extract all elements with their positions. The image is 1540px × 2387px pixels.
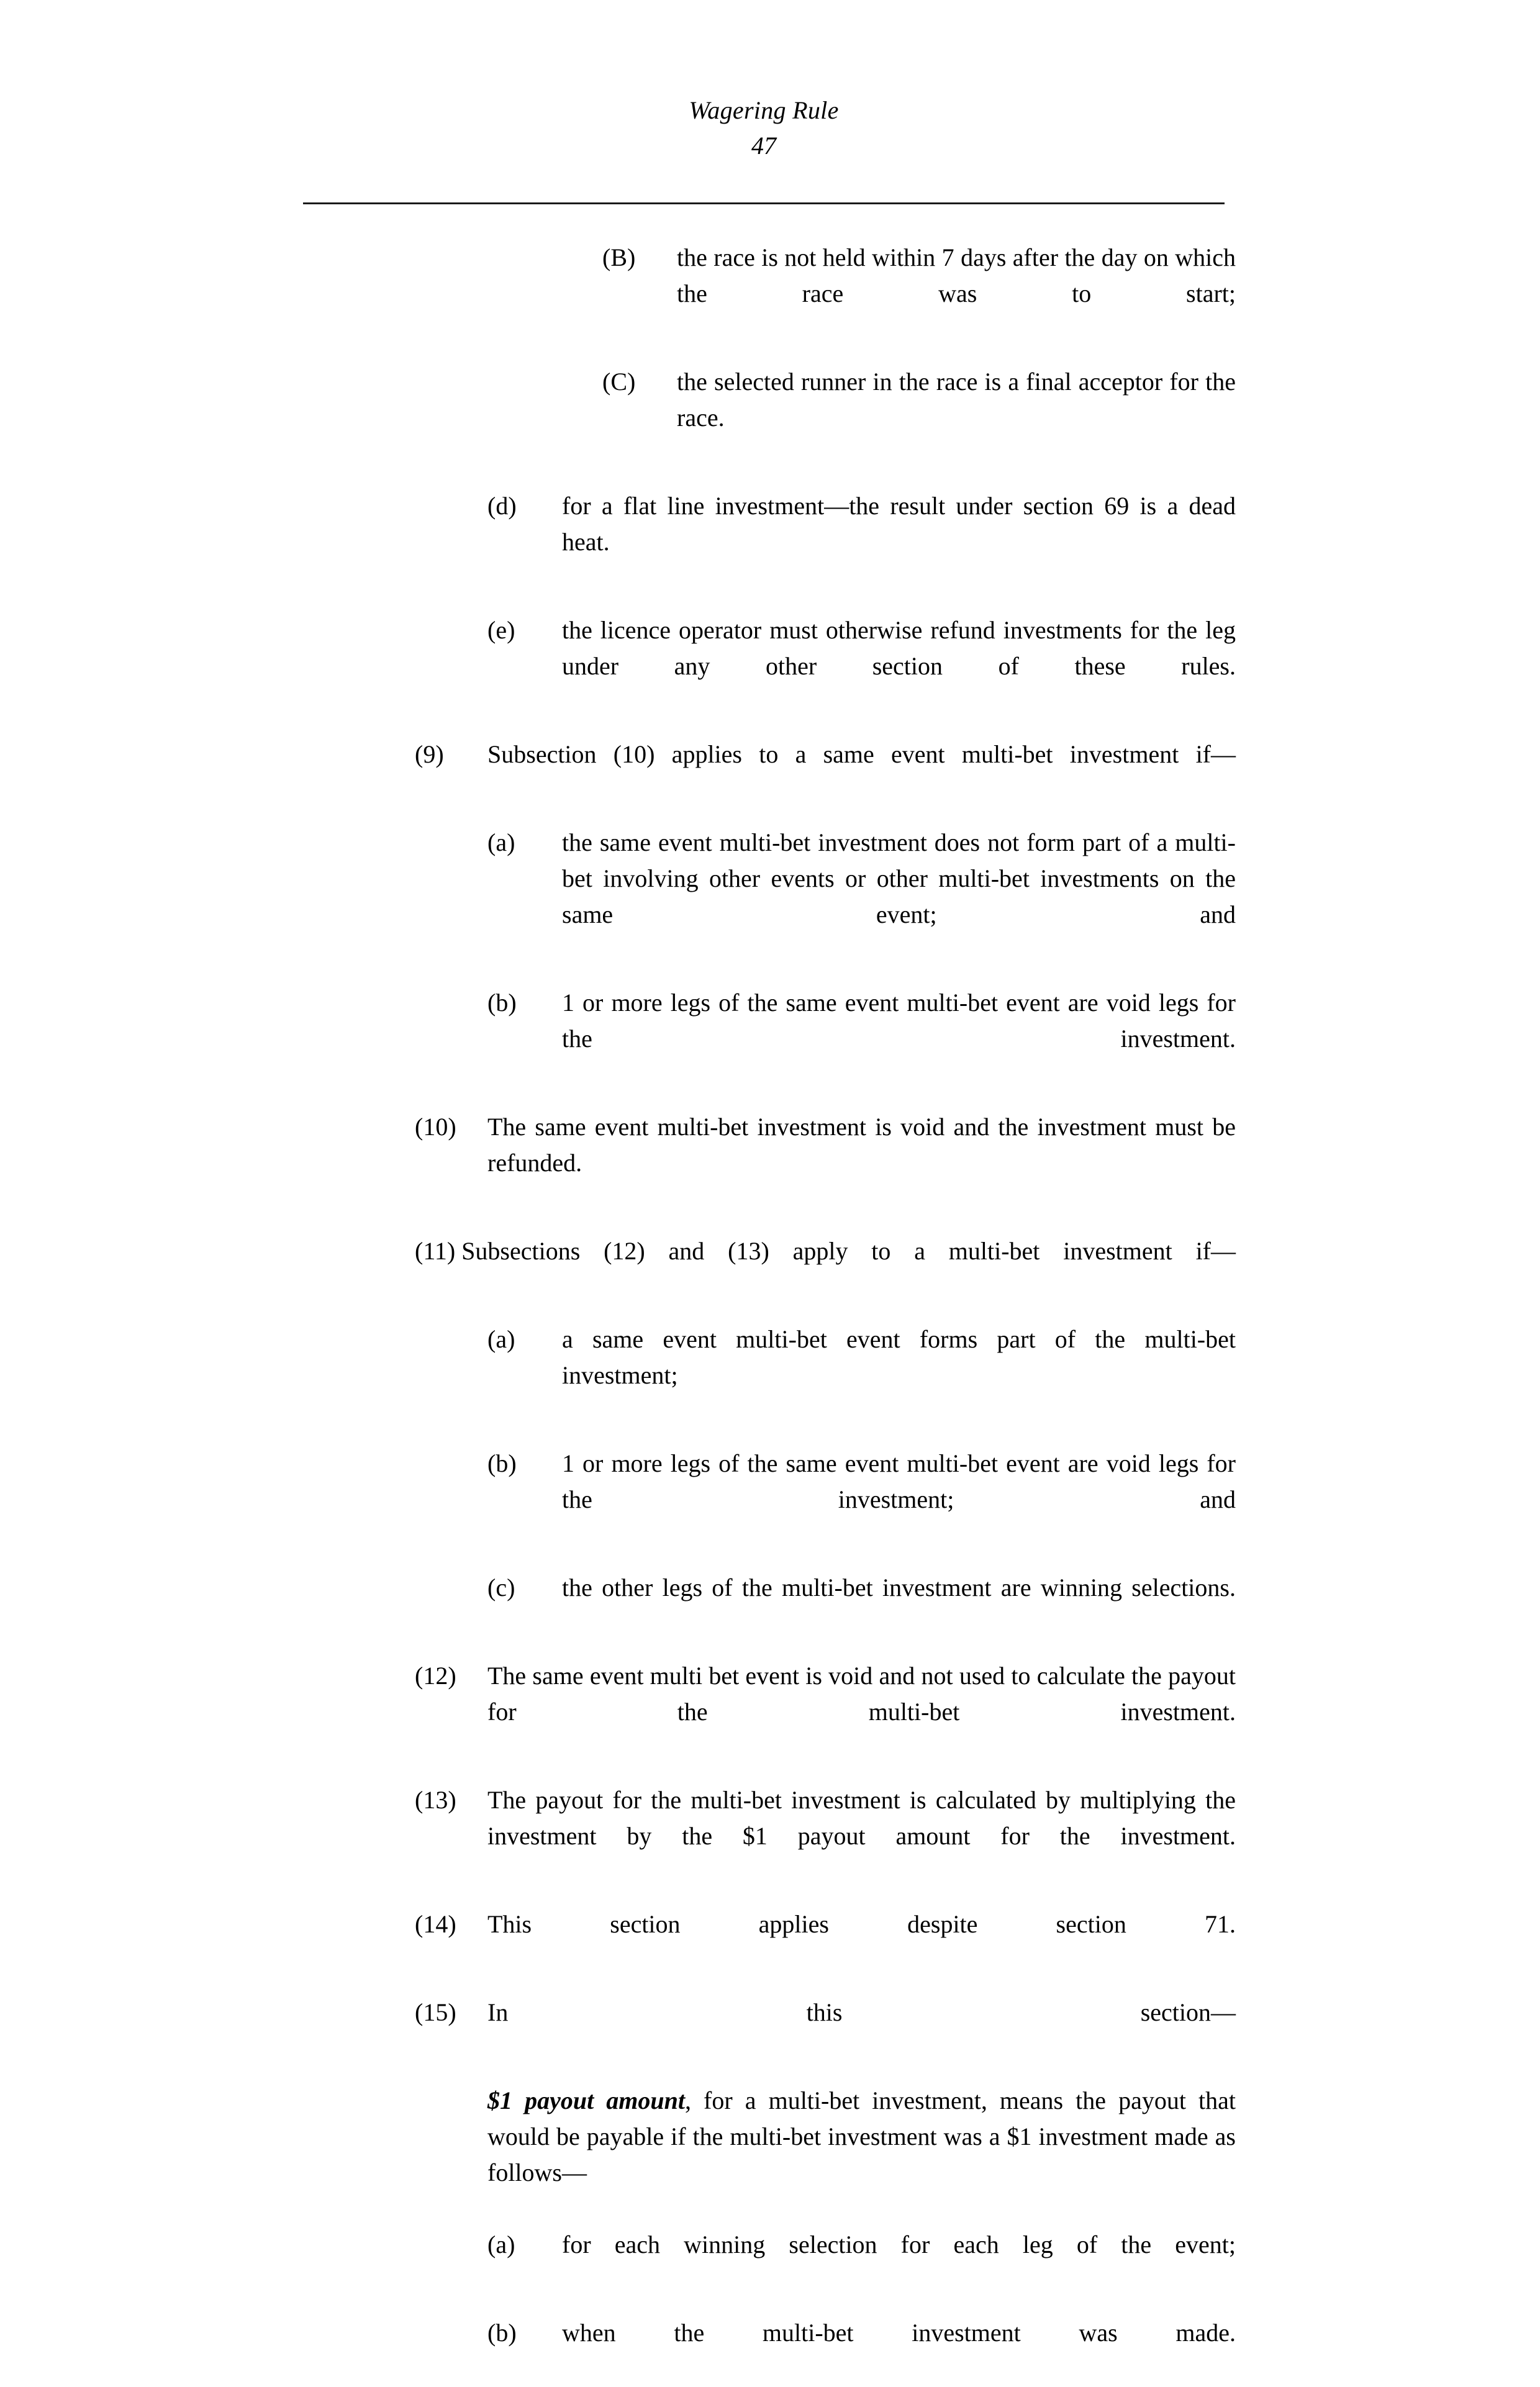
clause-label: (a) [487, 2231, 515, 2258]
clause-a [487, 1321, 1236, 1429]
clause-text: Subsections (12) and (13) apply to a multi-bet investment if— [461, 1237, 1236, 1265]
clause-text: the selected runner in the race is a final acceptor for the race. [677, 368, 1236, 432]
clause-12 [415, 1658, 1236, 1766]
clause-a [487, 2227, 1236, 2299]
clause-text: 1 or more legs of the same event multi-bet event are void legs for the investment; and [562, 1449, 1236, 1513]
clause-B [602, 240, 1236, 348]
clause-C [602, 364, 1236, 472]
clause-14 [415, 1906, 1236, 1978]
clause-text: the same event multi-bet investment does not form part of a multi-bet involving other events or other multi-bet investments on the same event; and [562, 828, 1236, 928]
clause-text: The same event multi-bet investment is void and the investment must be refunded. [487, 1113, 1236, 1177]
clause-text: The same event multi bet event is void and not used to calculate the payout for the multi-bet investment. [487, 1662, 1236, 1726]
clause-label: (15) [415, 1998, 456, 2026]
clause-d [487, 488, 1236, 596]
clause-text: Subsection (10) applies to a same event multi-bet investment if— [487, 740, 1236, 768]
clause-label: (11) [415, 1237, 456, 1265]
running-header [303, 93, 1225, 164]
clause-label: (9) [415, 740, 444, 768]
clause-15 [415, 1995, 1236, 2067]
clause-label: (b) [487, 2319, 517, 2347]
clause-b [487, 1446, 1236, 1554]
clause-text: In this section— [487, 1998, 1236, 2026]
page-number: 47 [751, 132, 776, 160]
clause-text: the race is not held within 7 days after the day on which the race was to start; [677, 243, 1236, 307]
clause-9 [415, 736, 1236, 808]
clause-text: This section applies despite section 71. [487, 1910, 1236, 1938]
clause-text: for a flat line investment—the result under section 69 is a dead heat. [562, 492, 1236, 556]
clause-label: (B) [602, 243, 636, 271]
header-title: Wagering Rule [689, 96, 839, 124]
clause-label: (13) [415, 1786, 456, 1814]
clause-text: the licence operator must otherwise refund investments for the leg under any other section of these rules. [562, 616, 1236, 680]
clause-text: a same event multi-bet event forms part of the multi-bet investment; [562, 1325, 1236, 1389]
clause-label: (c) [487, 1574, 515, 1601]
clause-11 [415, 1233, 1236, 1305]
clause-text: The payout for the multi-bet investment is calculated by multiplying the investment by the $1 payout amount for the investment. [487, 1786, 1236, 1850]
clause-text: the other legs of the multi-bet investment are winning selections. [562, 1574, 1236, 1601]
defined-term: $1 payout amount [487, 2086, 685, 2114]
clause-text: for each winning selection for each leg of the event; [562, 2231, 1236, 2258]
clause-e [487, 612, 1236, 720]
clause-b [487, 2315, 1236, 2387]
definition-text: , for a multi-bet investment, means the payout that would be payable if the multi-bet investment was a $1 investment made as follows— [487, 2086, 1236, 2186]
clause-label: (b) [487, 1449, 517, 1477]
body-text-column [415, 240, 1236, 2387]
header-divider-rule [303, 202, 1225, 204]
clause-label: (12) [415, 1662, 456, 1690]
clause-a [487, 825, 1236, 969]
clause-label: (10) [415, 1113, 456, 1141]
clause-text: 1 or more legs of the same event multi-bet event are void legs for the investment. [562, 989, 1236, 1053]
clause-13 [415, 1782, 1236, 1890]
clause-10 [415, 1109, 1236, 1217]
clause-c [487, 1570, 1236, 1642]
clause-label: (C) [602, 368, 636, 396]
clause-text: when the multi-bet investment was made. [562, 2319, 1236, 2347]
clause-label: (d) [487, 492, 517, 520]
clause-label: (b) [487, 989, 517, 1017]
clause-label: (14) [415, 1910, 456, 1938]
clause-label: (a) [487, 1325, 515, 1353]
definition-paragraph [487, 2083, 1236, 2227]
clause-label: (e) [487, 616, 515, 644]
clause-b [487, 985, 1236, 1093]
clause-label: (a) [487, 828, 515, 856]
